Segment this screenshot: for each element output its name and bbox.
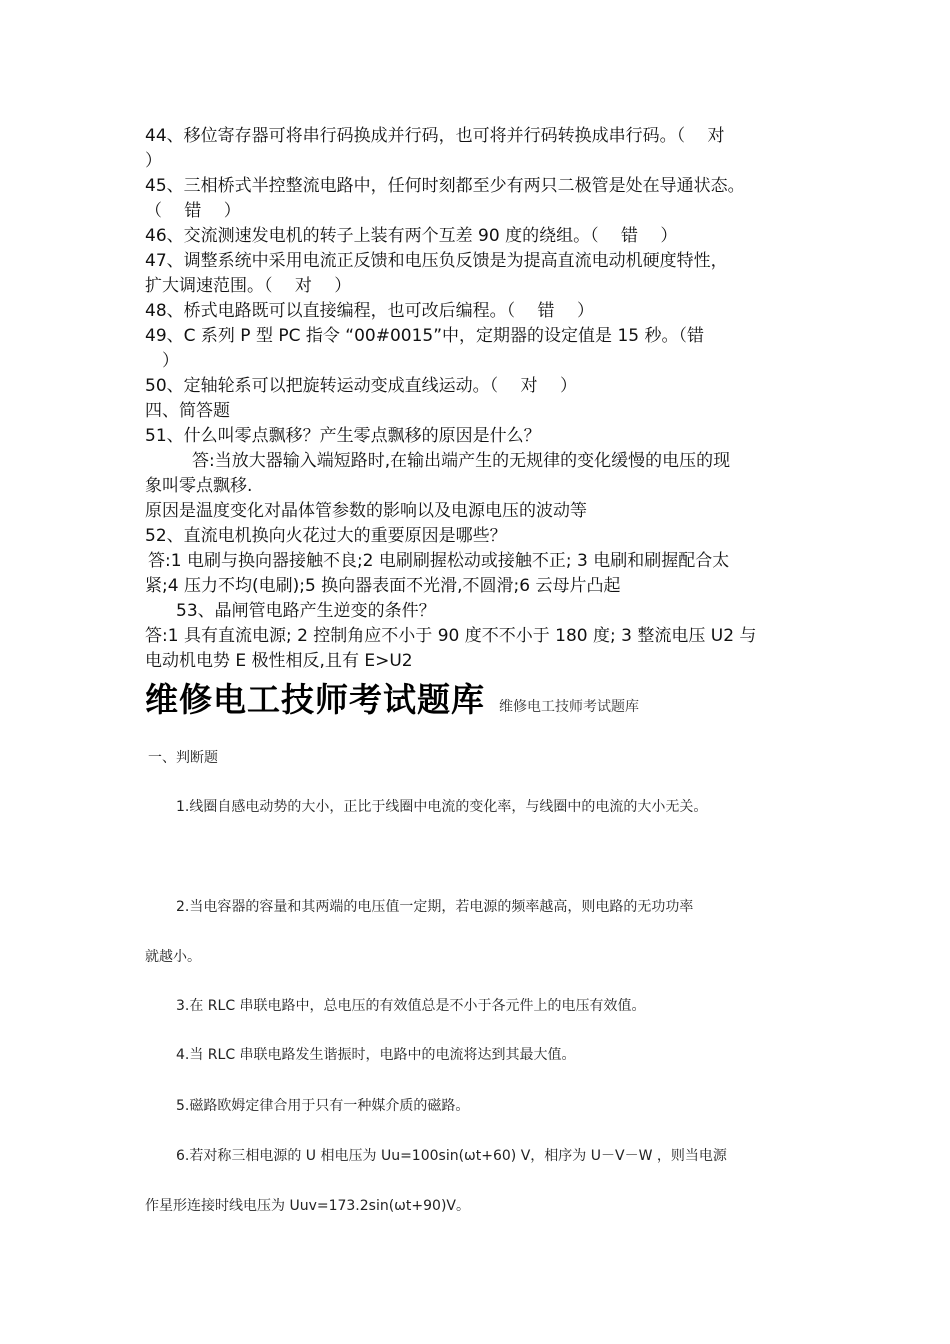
answer-53-line1: 答:1 具有直流电源; 2 控制角应不小于 90 度不不小于 180 度; 3 整流电压 U2 与: [145, 626, 757, 646]
item-2-line2: 就越小。: [145, 949, 201, 965]
question-45-line1: 45、三相桥式半控整流电路中，任何时刻都至少有两只二极管是处在导通状态。: [145, 176, 745, 196]
question-44-line1: 44、移位寄存器可将串行码换成并行码，也可将并行码转换成串行码。（ 对: [145, 126, 725, 146]
section-short-answer-heading: 四、简答题: [145, 401, 230, 421]
item-5: 5.磁路欧姆定律合用于只有一种媒介质的磁路。: [176, 1098, 470, 1114]
item-6-line1: 6.若对称三相电源的 U 相电压为 Uu=100sin(ωt+60) V，相序为 U－V－W ，则当电源: [176, 1148, 727, 1164]
section-judgement-heading: 一、判断题: [148, 750, 218, 766]
item-4: 4.当 RLC 串联电路发生谐振时，电路中的电流将达到其最大值。: [176, 1047, 576, 1063]
item-3: 3.在 RLC 串联电路中，总电压的有效值总是不小于各元件上的电压有效值。: [176, 998, 646, 1014]
answer-51-line3: 原因是温度变化对晶体管参数的影响以及电源电压的波动等: [145, 501, 587, 521]
answer-51-line2: 象叫零点飘移.: [145, 476, 253, 496]
question-48: 48、桥式电路既可以直接编程，也可改后编程。（ 错 ）: [145, 301, 594, 321]
document-heading: [145, 674, 639, 721]
question-49-line2: ）: [162, 351, 179, 371]
question-46: 46、交流测速发电机的转子上装有两个互差 90 度的绕组。（ 错 ）: [145, 226, 678, 246]
question-47-line2: 扩大调速范围。（ 对 ）: [145, 276, 352, 296]
item-2-line1: 2.当电容器的容量和其两端的电压值一定期，若电源的频率越高，则电路的无功功率: [176, 899, 694, 915]
question-51: 51、什么叫零点飘移？产生零点飘移的原因是什么？: [145, 426, 541, 446]
question-52: 52、直流电机换向火花过大的重要原因是哪些？: [145, 526, 507, 546]
question-45-line2: （ 错 ）: [145, 201, 241, 221]
answer-51-line1: 答:当放大器输入端短路时,在输出端产生的无规律的变化缓慢的电压的现: [192, 451, 731, 471]
item-6-line2: 作星形连接时线电压为 Uuv=173.2sin(ωt+90)V。: [145, 1198, 470, 1214]
question-47-line1: 47、调整系统中采用电流正反馈和电压负反馈是为提高直流电动机硬度特性，: [145, 251, 728, 271]
question-53: 53、晶闸管电路产生逆变的条件？: [176, 601, 436, 621]
question-49-line1: 49、C 系列 P 型 PC 指令 “00#0015”中，定期器的设定值是 15 秒。（错: [145, 326, 704, 346]
question-44-line2: ）: [145, 151, 162, 171]
item-1: 1.线圈自感电动势的大小，正比于线圈中电流的变化率，与线圈中的电流的大小无关。: [176, 799, 708, 815]
question-50: 50、定轴轮系可以把旋转运动变成直线运动。（ 对 ）: [145, 376, 577, 396]
answer-52-line2: 紧;4 压力不均(电刷);5 换向器表面不光滑,不圆滑;6 云母片凸起: [145, 576, 621, 596]
answer-53-line2: 电动机电势 E 极性相反,且有 E>U2: [145, 651, 413, 671]
answer-52-line1: 答:1 电刷与换向器接触不良;2 电刷刷握松动或接触不正; 3 电刷和刷握配合太: [148, 551, 730, 571]
heading-subtitle: 维修电工技师考试题库: [499, 699, 639, 715]
heading-title: 维修电工技师考试题库: [145, 680, 485, 719]
